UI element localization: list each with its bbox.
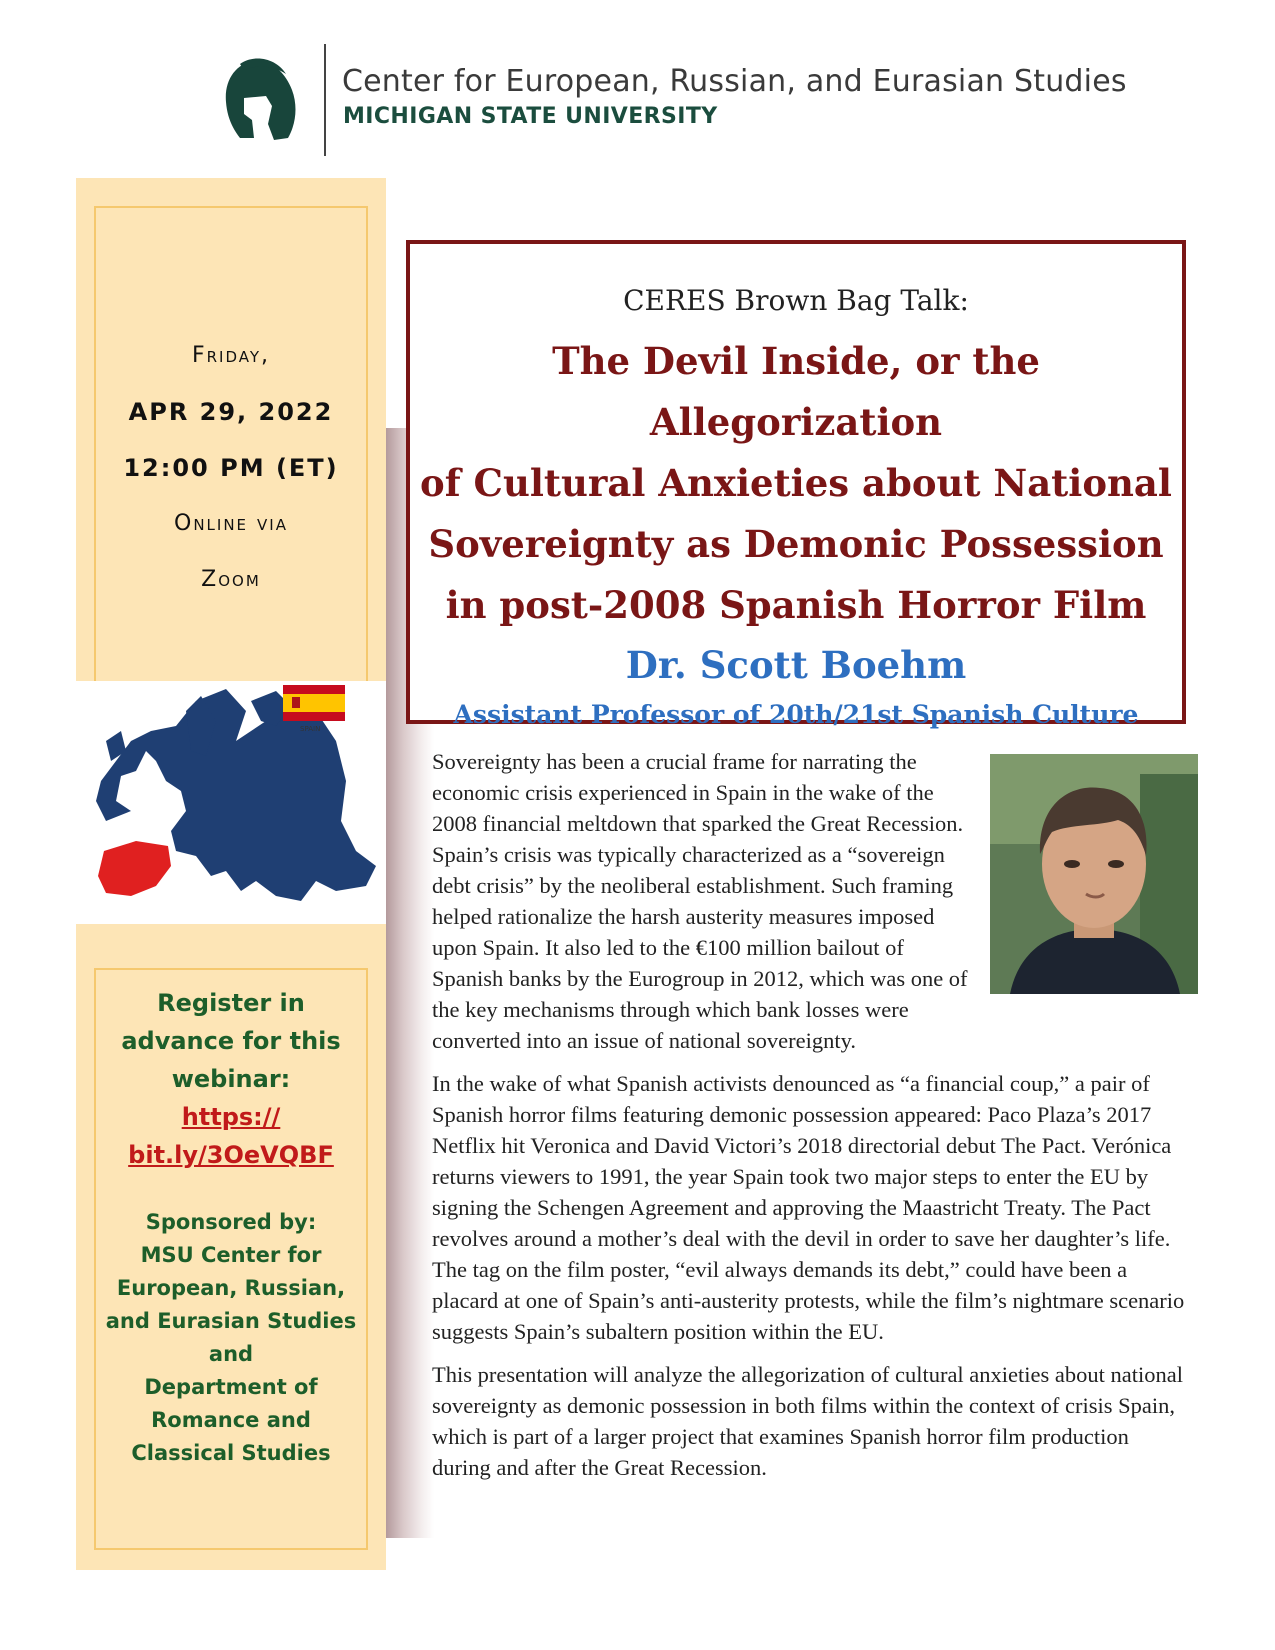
sponsor-line: and — [208, 1342, 254, 1366]
abstract-paragraph-1: Sovereignty has been a crucial frame for narrating the economic crisis experienced in Spain in the wake of the 2008 financial meltdown that sparked the Great Recession. Spain’s crisis was typically characterized as a “sovereign debt crisis” by the neoliberal establishment. Such framing helped rationalize the harsh austerity measures imposed upon Spain. It also led to the €100 million bailout of Spanish banks by the Eurogroup in 2012, which was one of the key mechanisms through which bank losses were converted into an issue of national sovereignty. — [432, 749, 968, 1053]
event-venue-line2: Zoom — [201, 567, 261, 592]
abstract-paragraph-3: This presentation will analyze the allegorization of cultural anxieties about national sovereignty as demonic possession in both films within the context of crisis Spain, which is part of a larger project that examines Spanish horror film production during and after the Great Recession. — [432, 1362, 1183, 1480]
event-venue-line1: Online via — [174, 511, 288, 536]
sponsor-line: European, Russian, — [116, 1276, 346, 1300]
talk-title-line: The Devil Inside, or the Allegorization — [552, 339, 1040, 444]
registration-info — [76, 984, 386, 1174]
talk-abstract — [432, 746, 1192, 1495]
talk-title-line: of Cultural Anxieties about National — [420, 461, 1172, 505]
register-line-2: advance for this — [121, 1027, 341, 1055]
event-sidebar — [76, 178, 386, 1570]
europe-map — [76, 681, 386, 924]
talk-title — [410, 331, 1182, 636]
speaker-name: Dr. Scott Boehm — [625, 643, 967, 687]
sponsor-line: MSU Center for — [140, 1243, 322, 1267]
event-date: APR 29, 2022 — [128, 398, 334, 426]
header — [206, 44, 1166, 156]
university-name: MICHIGAN STATE UNIVERSITY — [343, 104, 718, 129]
abstract-paragraph-2: In the wake of what Spanish activists denounced as “a financial coup,” a pair of Spanish horror films featuring demonic possession appeared: Paco Plaza’s 2017 Netflix hit Veronica and David Victori’s 2018 directorial debut The Pact. Verónica returns viewers to 1991, the year Spain took two major steps to enter the EU by signing the Schengen Agreement and approving the Maastricht Treaty. The Pact revolves around a mother’s deal with the devil in order to save her daughter’s life. The tag on the film poster, “evil always demands its debt,” could have been a placard at one of Spain’s anti-austerity protests, while the film’s nightmare scenario suggests Spain’s subaltern position within the EU. — [432, 1071, 1185, 1344]
registration-link-part1[interactable]: https:// — [181, 1103, 281, 1131]
map-flag-label: SPAIN — [300, 725, 321, 733]
event-details — [76, 328, 386, 608]
header-divider — [324, 44, 326, 156]
sponsors — [76, 1206, 386, 1470]
event-time: 12:00 PM (ET) — [123, 454, 339, 482]
talk-title-line: in post-2008 Spanish Horror Film — [445, 583, 1147, 627]
speaker-position: Assistant Professor of 20th/21st Spanish Culture — [453, 700, 1139, 729]
sponsor-line: Sponsored by: — [145, 1210, 317, 1234]
talk-title-box — [406, 240, 1186, 729]
series-name: CERES Brown Bag Talk: — [623, 284, 969, 317]
sponsor-line: and Eurasian Studies — [105, 1309, 357, 1333]
sponsor-line: Classical Studies — [131, 1441, 331, 1465]
europe-map-graphic — [76, 681, 386, 924]
register-line-3: webinar: — [171, 1065, 291, 1093]
registration-link-part2[interactable]: bit.ly/3OeVQBF — [128, 1141, 334, 1169]
register-line-1: Register in — [157, 989, 305, 1017]
sponsor-line: Department of — [144, 1375, 318, 1399]
sponsor-line: Romance and — [151, 1408, 311, 1432]
center-name: Center for European, Russian, and Eurasian Studies — [342, 64, 1127, 99]
talk-title-line: Sovereignty as Demonic Possession — [428, 522, 1164, 566]
event-day: Friday, — [191, 343, 271, 368]
spartan-helmet-icon — [218, 54, 300, 146]
speaker-photo — [990, 754, 1198, 994]
